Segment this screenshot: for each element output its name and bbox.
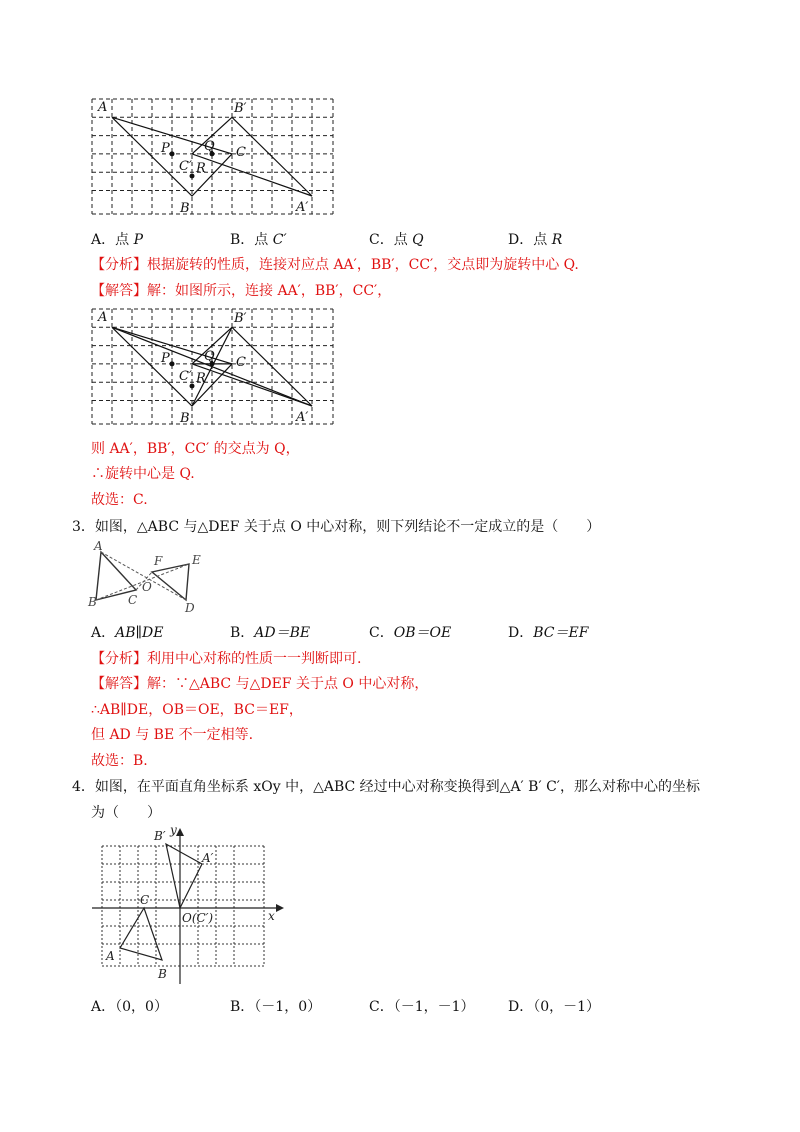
q3-stem: 3．如图，△ABC 与△DEF 关于点 O 中心对称，则下列结论不一定成立的是（ ） xyxy=(72,519,601,535)
q3-option-d[interactable]: D．BC＝EF xyxy=(508,625,589,641)
grid xyxy=(102,846,264,966)
q2-line3: 故选：C. xyxy=(91,492,148,508)
label-B: B xyxy=(88,595,97,609)
label-Q: Q xyxy=(204,349,215,364)
q4-option-b[interactable]: B．（－1，0） xyxy=(230,999,322,1015)
label-R: R xyxy=(196,371,206,386)
label-A: A xyxy=(106,949,115,963)
q3-line3: 故选：B. xyxy=(91,753,148,769)
label-D: D xyxy=(185,601,195,615)
axes xyxy=(92,828,284,984)
label-O: O xyxy=(142,580,152,594)
q4-stem-line1: 4．如图，在平面直角坐标系 xOy 中，△ABC 经过中心对称变换得到△A′ B′ C′，那么对称中心的坐标 xyxy=(72,779,700,795)
q3-figure xyxy=(86,540,206,616)
q2-analysis: 【分析】根据旋转的性质，连接对应点 AA′，BB′，CC′，交点即为旋转中心 Q. xyxy=(91,257,579,273)
label-F: F xyxy=(154,554,163,568)
q3-option-a[interactable]: A．AB∥DE xyxy=(91,625,164,641)
label-A: A xyxy=(98,100,108,115)
grid xyxy=(92,99,333,214)
label-C: C xyxy=(236,355,246,370)
triangle-A'B'C' xyxy=(166,844,202,908)
q3-analysis: 【分析】利用中心对称的性质一一判断即可. xyxy=(91,651,362,667)
label-A-prime: A′ xyxy=(296,410,309,425)
label-y: y xyxy=(170,823,177,837)
q3-option-b[interactable]: B．AD＝BE xyxy=(230,625,311,641)
q4-figure xyxy=(90,822,290,988)
label-P: P xyxy=(161,351,170,366)
q3-line1: ∴AB∥DE，OB＝OE，BC＝EF， xyxy=(91,702,303,718)
label-R: R xyxy=(196,161,206,176)
q4-option-d[interactable]: D．（0，－1） xyxy=(508,999,601,1015)
q2-option-b[interactable]: B．点 C′ xyxy=(230,232,287,248)
label-C: C xyxy=(128,593,138,607)
q2-line2: ∴旋转中心是 Q. xyxy=(91,466,195,482)
label-A: A xyxy=(98,310,108,325)
q2-answer: 【解答】解：如图所示，连接 AA′，BB′，CC′， xyxy=(91,283,392,299)
q3-option-c[interactable]: C．OB＝OE xyxy=(369,625,452,641)
q2-line1: 则 AA′，BB′，CC′ 的交点为 Q， xyxy=(91,441,300,457)
q2-figure-1 xyxy=(86,96,338,218)
label-B: B xyxy=(158,967,167,981)
label-C-prime: C′ xyxy=(179,369,192,384)
q4-option-c[interactable]: C．（－1，－1） xyxy=(369,999,475,1015)
label-x: x xyxy=(268,909,275,923)
q2-option-a[interactable]: A．点 P xyxy=(91,232,143,248)
label-O-C-prime: O(C′) xyxy=(182,911,214,925)
label-C: C xyxy=(140,893,150,907)
q3-line2: 但 AD 与 BE 不一定相等. xyxy=(91,727,254,743)
label-B: B xyxy=(180,411,190,426)
q4-stem-line2: 为（ ） xyxy=(91,805,161,821)
label-B-prime: B′ xyxy=(234,101,247,116)
label-A: A xyxy=(94,540,103,553)
label-C-prime: C′ xyxy=(179,159,192,174)
label-E: E xyxy=(192,553,201,567)
label-B: B xyxy=(180,201,190,216)
label-A-prime: A′ xyxy=(296,200,309,215)
label-B-prime: B′ xyxy=(154,829,166,843)
q3-answer: 【解答】解：∵△ABC 与△DEF 关于点 O 中心对称， xyxy=(91,676,429,692)
q4-option-a[interactable]: A．（0，0） xyxy=(91,999,168,1015)
q2-option-c[interactable]: C．点 Q xyxy=(369,232,424,248)
q2-option-d[interactable]: D．点 R xyxy=(508,232,563,248)
label-B-prime: B′ xyxy=(234,311,247,326)
label-A-prime: A′ xyxy=(202,851,214,865)
label-Q: Q xyxy=(204,139,215,154)
label-P: P xyxy=(161,141,170,156)
label-C: C xyxy=(236,145,246,160)
q2-figure-2 xyxy=(86,306,338,428)
